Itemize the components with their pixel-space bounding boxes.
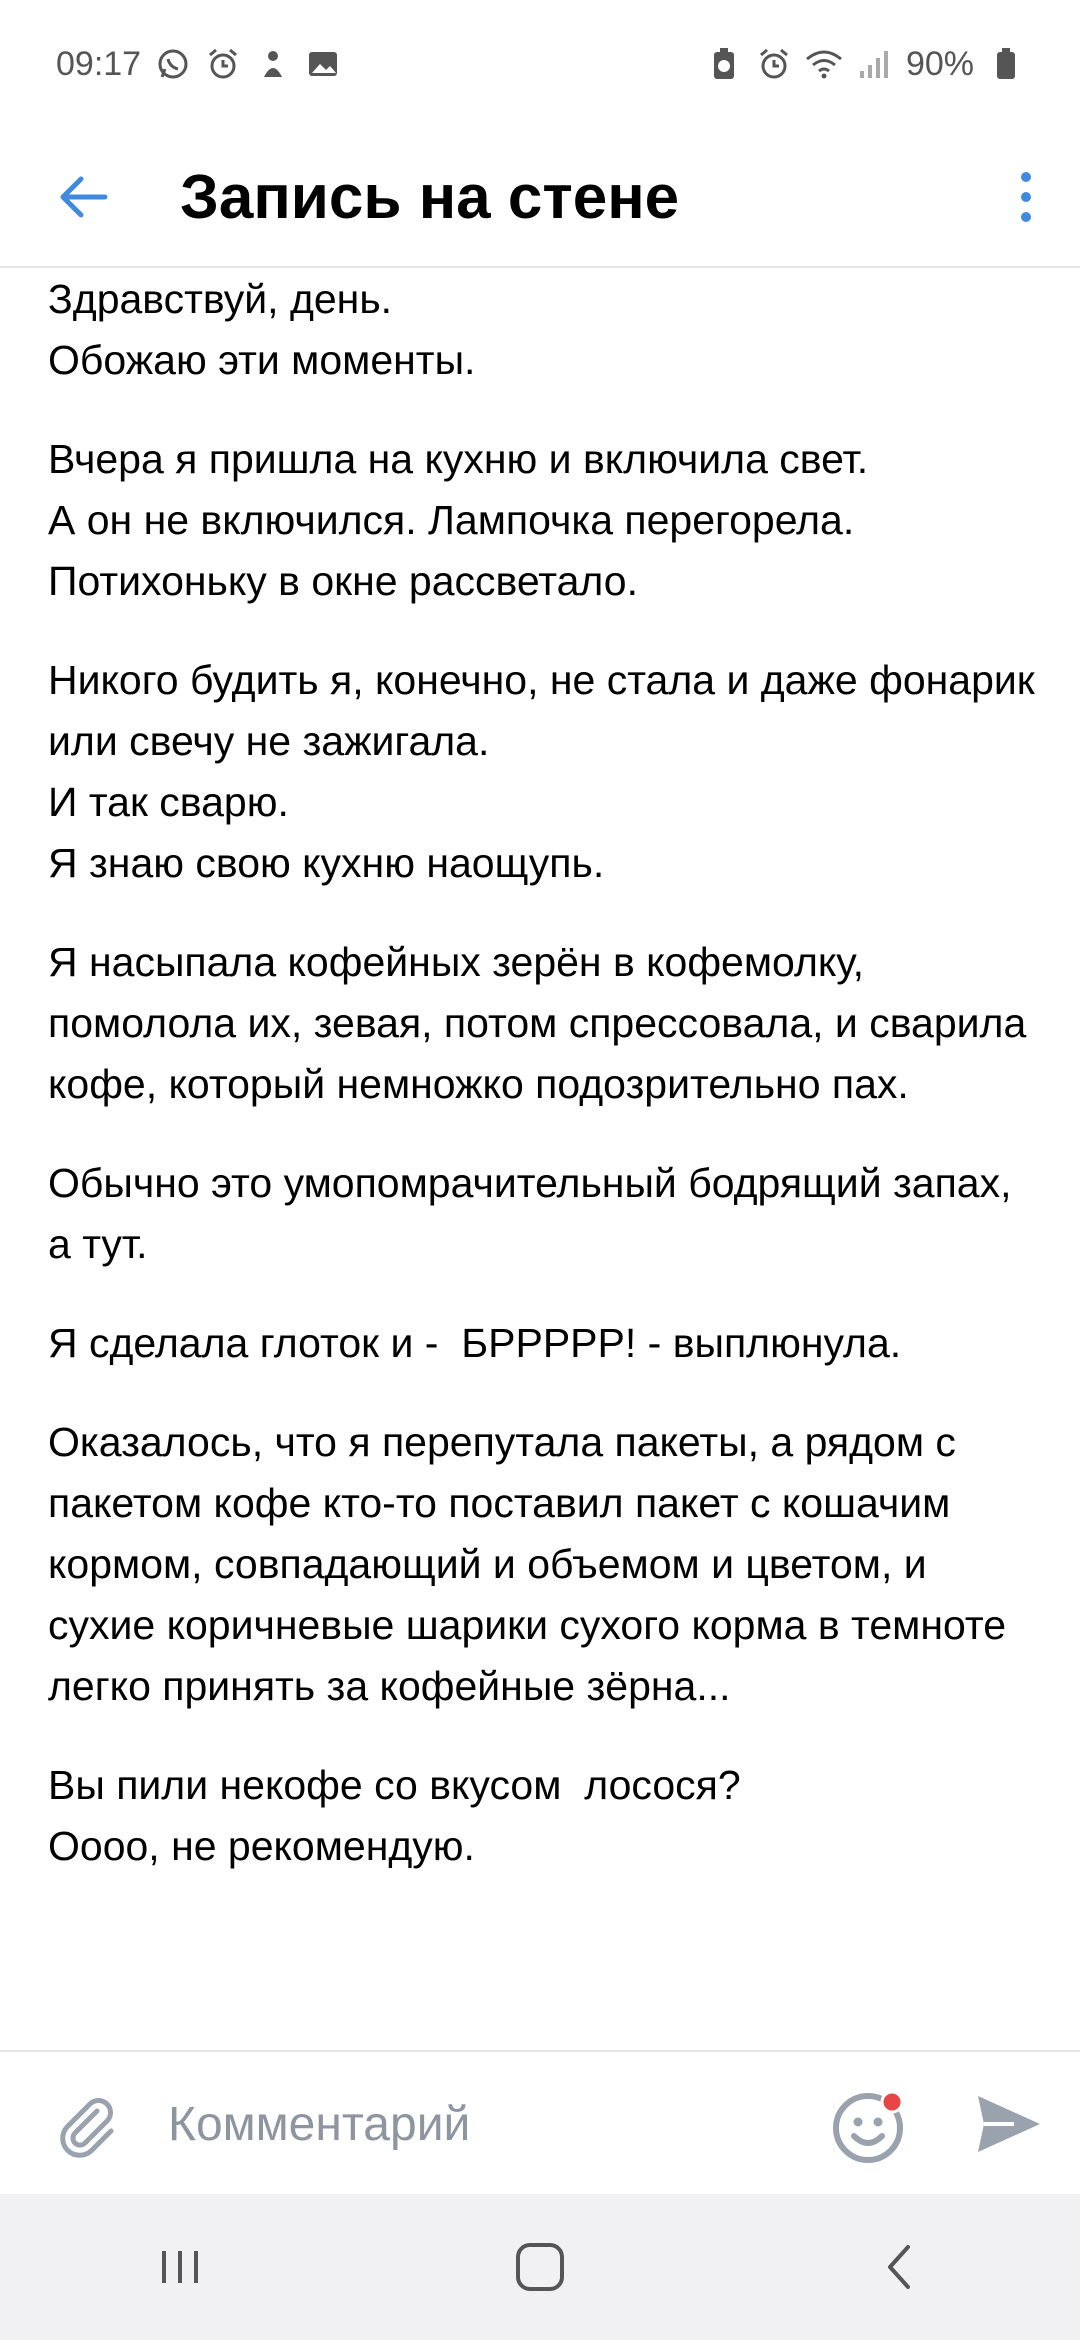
home-icon [510, 2237, 570, 2297]
back-button[interactable] [38, 152, 128, 242]
send-button[interactable] [970, 2086, 1046, 2162]
post-paragraph: Вчера я пришла на кухню и включила свет. А он не включился. Лампочка перегорела. Потихоньку в окне рассветало. [48, 436, 869, 604]
back-icon [870, 2237, 930, 2297]
home-button[interactable] [495, 2222, 585, 2312]
app-notification-icon [255, 46, 291, 82]
post-paragraph: Я насыпала кофейных зерён в кофемолку, помолола их, зевая, потом спрессовала, и сварила кофе, который немножко подозрительно пах. [48, 939, 1038, 1107]
more-options-button[interactable] [996, 152, 1056, 242]
wifi-icon [806, 46, 842, 82]
post-content[interactable] [0, 268, 1080, 2050]
signal-icon [856, 46, 892, 82]
status-time: 09:17 [56, 44, 142, 83]
alarm-icon [205, 46, 241, 82]
post-paragraph: Обычно это умопомрачительный бодрящий запах, а тут. [48, 1160, 1023, 1267]
attach-button[interactable] [50, 2088, 122, 2160]
paperclip-icon [53, 2091, 119, 2157]
more-vertical-icon [1016, 169, 1036, 225]
status-left [56, 45, 341, 84]
emoji-button[interactable] [830, 2086, 910, 2166]
emoji-icon [830, 2086, 910, 2166]
page-title: Запись на стене [180, 162, 680, 232]
battery-icon [988, 46, 1024, 82]
send-icon [970, 2086, 1046, 2162]
system-back-button[interactable] [855, 2222, 945, 2312]
battery-saver-icon [706, 46, 742, 82]
post-paragraph: Никого будить я, конечно, не стала и даже фонарик или свечу не зажигала. И так сварю. Я знаю свою кухню наощупь. [48, 657, 1035, 886]
post-text [48, 208, 1038, 1915]
post-paragraph: Оказалось, что я перепутала пакеты, а рядом с пакетом кофе кто-то поставил пакет с кошачим кормом, совпадающий и объемом и цветом, и сухие коричневые шарики сухого корма в темноте легко принять за кофейные зёрна... [48, 1419, 1018, 1709]
navigation-bar [0, 2194, 1080, 2340]
recent-apps-icon [150, 2237, 210, 2297]
post-paragraph: Я сделала глоток и - БРРРРР! - выплюнула. [48, 1320, 902, 1366]
battery-level: 90% [905, 44, 974, 83]
post-paragraph: Вы пили некофе со вкусом лосося? Оооо, не рекомендую. [48, 1762, 741, 1869]
recent-apps-button[interactable] [135, 2222, 225, 2312]
comment-input[interactable] [166, 2096, 770, 2153]
comment-bar [0, 2050, 1080, 2196]
status-right [706, 45, 1024, 84]
app-header [0, 128, 1080, 268]
arrow-left-icon [53, 167, 113, 227]
post-paragraph: Здравствуй, день. Обожаю эти моменты. [48, 276, 476, 383]
whatsapp-icon [155, 46, 191, 82]
status-bar [0, 0, 1080, 128]
gallery-icon [305, 46, 341, 82]
alarm-icon [756, 46, 792, 82]
